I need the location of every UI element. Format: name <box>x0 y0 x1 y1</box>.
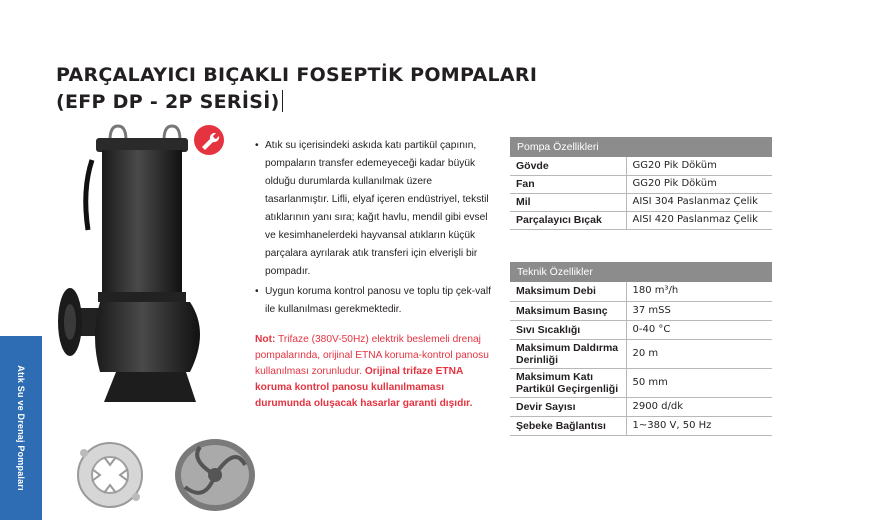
text-cursor <box>282 90 283 112</box>
spec-key: Maksimum Debi <box>510 282 626 301</box>
spec-key: Şebeke Bağlantısı <box>510 416 626 435</box>
table-row <box>510 157 772 175</box>
pump-image <box>56 120 226 420</box>
spec-key: Maksimum Basınç <box>510 301 626 320</box>
tech-specs-table <box>510 262 772 436</box>
note-text: Trifaze (380V-50Hz) elektrik beslemeli drenaj pompalarında, orijinal ETNA koruma-kontrol panosu kullanılması zorunludur. <box>255 334 489 377</box>
table-row <box>510 320 772 339</box>
spec-value: 0-40 °C <box>626 320 772 339</box>
title-line-2-text: (EFP DP - 2P SERİSİ) <box>56 91 280 113</box>
spec-key: Devir Sayısı <box>510 397 626 416</box>
warning-note <box>255 332 495 412</box>
spec-value: 50 mm <box>626 368 772 397</box>
table-row <box>510 339 772 368</box>
spec-key: Mil <box>510 193 626 211</box>
spec-value: GG20 Pik Döküm <box>626 157 772 175</box>
table-row <box>510 211 772 229</box>
spec-value: 2900 d/dk <box>626 397 772 416</box>
spec-value: 20 m <box>626 339 772 368</box>
title-line-2 <box>56 89 537 116</box>
description-item: • Uygun koruma kontrol panosu ve toplu tip çek-valf ile kullanılması gerekmektedir. <box>255 283 495 319</box>
note-label: Not: <box>255 334 276 345</box>
spec-key: Fan <box>510 175 626 193</box>
table-row <box>510 416 772 435</box>
table-row <box>510 301 772 320</box>
table-header-row <box>510 137 772 157</box>
table-header-row <box>510 262 772 282</box>
side-tab[interactable] <box>0 336 42 520</box>
spec-value: 180 m³/h <box>626 282 772 301</box>
note-bold-text: Orijinal trifaze ETNA koruma kontrol panosu kullanılmaması durumunda oluşacak hasarlar garanti dışıdır. <box>255 366 473 409</box>
wrench-icon <box>193 124 225 156</box>
description-list <box>255 137 495 319</box>
spec-key: Maksimum Katı Partikül Geçirgenliği <box>510 368 626 397</box>
cutter-parts-image <box>70 430 270 520</box>
table-row <box>510 193 772 211</box>
spec-key: Gövde <box>510 157 626 175</box>
tech-specs-header: Teknik Özellikler <box>510 262 772 282</box>
page-title <box>56 62 537 116</box>
spec-value: AISI 304 Paslanmaz Çelik <box>626 193 772 211</box>
spec-value: AISI 420 Paslanmaz Çelik <box>626 211 772 229</box>
spec-value: 37 mSS <box>626 301 772 320</box>
spec-value: 1~380 V, 50 Hz <box>626 416 772 435</box>
spec-key: Sıvı Sıcaklığı <box>510 320 626 339</box>
table-row <box>510 282 772 301</box>
pump-specs-header: Pompa Özellikleri <box>510 137 772 157</box>
spec-key: Parçalayıcı Bıçak <box>510 211 626 229</box>
side-tab-label: Atık Su ve Drenaj Pompaları <box>16 365 26 491</box>
table-row <box>510 397 772 416</box>
title-line-1: PARÇALAYICI BIÇAKLI FOSEPTİK POMPALARI <box>56 64 538 86</box>
pump-specs-table <box>510 137 772 230</box>
table-row <box>510 175 772 193</box>
table-row <box>510 368 772 397</box>
description-item: • Atık su içerisindeki askıda katı partikül çapının, pompaların transfer edemeyeceği kadar büyük olduğu durumlarda kullanılmak üzere tasarlanmıştır. Lifli, elyaf içeren endüstriyel, tekstil atıklarının yanı sıra; kağıt havlu, mendil gibi evsel ve kesimhanelerdeki hayvansal atıkların küçük parçalara ayrılarak atık transferi için elverişli bir pompadır. <box>255 137 495 281</box>
spec-value: GG20 Pik Döküm <box>626 175 772 193</box>
spec-key: Maksimum Daldırma Derinliği <box>510 339 626 368</box>
description <box>255 137 495 321</box>
